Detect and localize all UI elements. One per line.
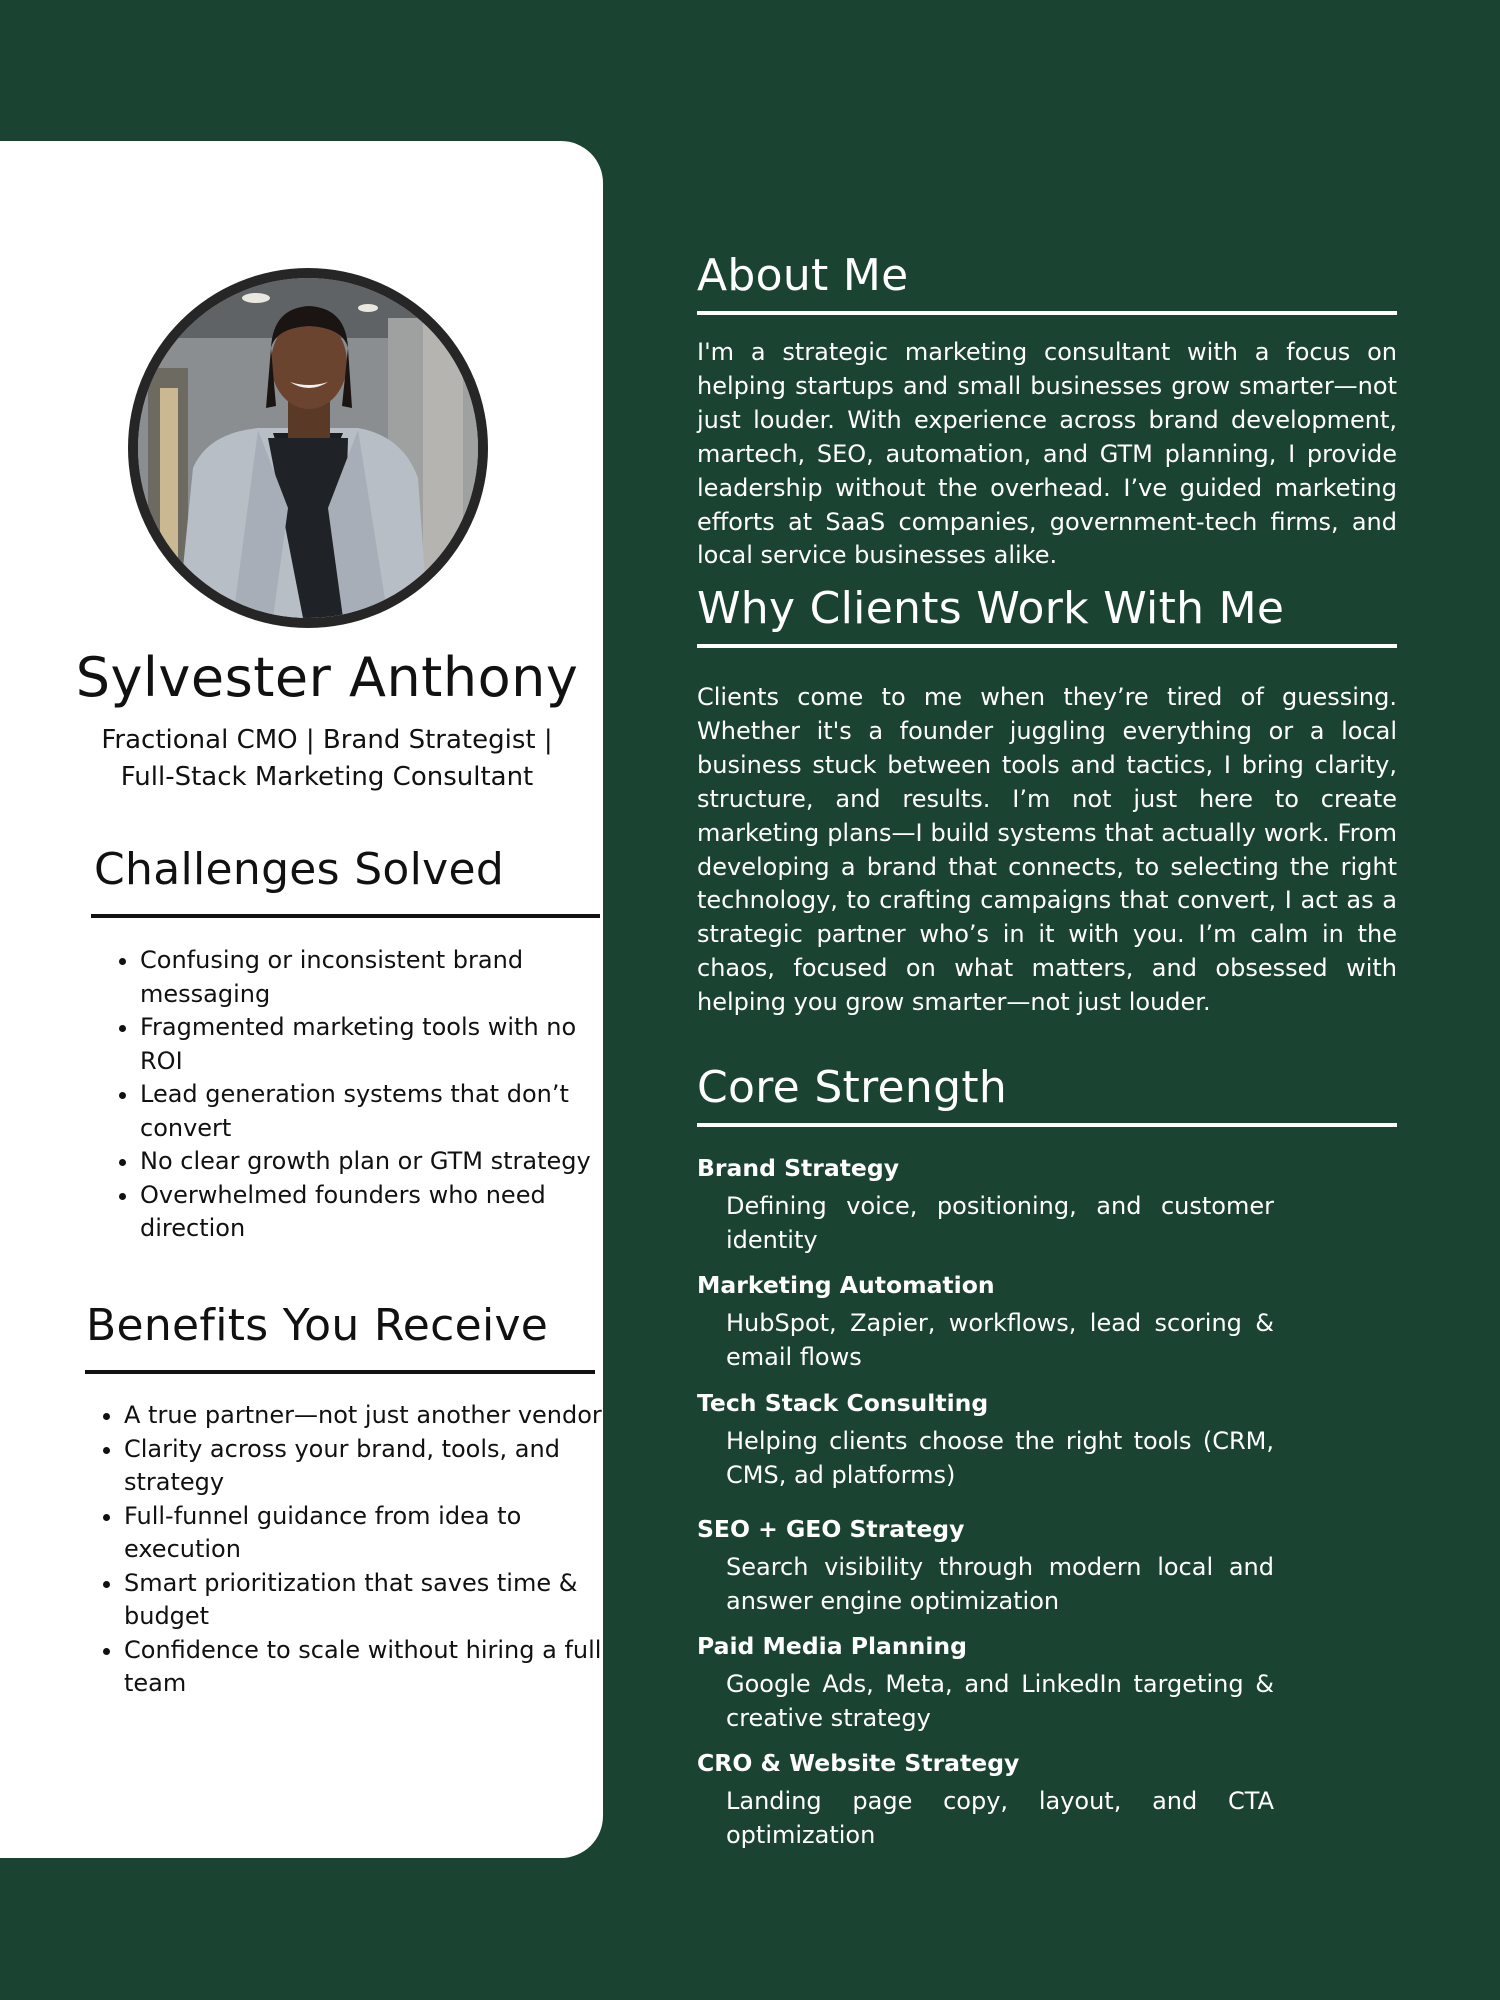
core-heading: Core Strength [697, 1062, 1008, 1113]
list-item: • Confusing or inconsistent brand messaging [140, 944, 624, 1011]
why-text: Clients come to me when they’re tired of guessing. Whether it's a founder juggling everything or a local business stuck between tools and tactics, I bring clarity, structure, and results. I’m not just here to create marketing plans—I build systems that actually work. From developing a brand that connects, to selecting the right technology, to crafting campaigns that convert, I act as a strategic partner who’s in it with you. I’m calm in the chaos, focused on what matters, and obsessed with helping you grow smarter—not just louder. [697, 683, 1397, 1017]
profile-title [60, 722, 594, 796]
benefits-list [94, 1399, 624, 1701]
challenges-list [110, 944, 624, 1246]
strength-description: Landing page copy, layout, and CTA optimization [726, 1787, 1274, 1849]
strength-title: Paid Media Planning [697, 1632, 967, 1660]
about-divider [697, 311, 1397, 315]
strength-title: SEO + GEO Strategy [697, 1515, 965, 1543]
challenges-heading: Challenges Solved [94, 844, 505, 895]
why-divider [697, 644, 1397, 648]
profile-name: Sylvester Anthony [75, 646, 579, 709]
person-illustration [138, 278, 478, 618]
challenges-divider [91, 914, 600, 918]
about-text: I'm a strategic marketing consultant with a focus on helping startups and small businesses grow smarter—not just louder. With experience across brand development, martech, SEO, automation, and GTM planning, I provide leadership without the overhead. I’ve guided marketing efforts at SaaS companies, government-tech firms, and local service businesses alike. [697, 338, 1397, 570]
strength-title: Marketing Automation [697, 1271, 995, 1299]
list-item: • Full-funnel guidance from idea to execution [124, 1500, 624, 1567]
list-item: • Overwhelmed founders who need direction [140, 1179, 624, 1246]
list-item: • A true partner—not just another vendor [124, 1399, 624, 1433]
profile-title-line: Fractional CMO | Brand Strategist | [101, 725, 553, 755]
profile-photo-frame [128, 268, 488, 628]
list-item: • Confidence to scale without hiring a full team [124, 1634, 624, 1701]
benefits-heading: Benefits You Receive [86, 1300, 549, 1351]
core-divider [697, 1123, 1397, 1127]
strength-title: Tech Stack Consulting [697, 1389, 989, 1417]
list-item: • Lead generation systems that don’t convert [140, 1078, 624, 1145]
strength-description: Defining voice, positioning, and customer identity [726, 1192, 1274, 1254]
strength-title: Brand Strategy [697, 1154, 900, 1182]
strength-title: CRO & Website Strategy [697, 1749, 1020, 1777]
list-item: • Smart prioritization that saves time & budget [124, 1567, 624, 1634]
strength-description: Helping clients choose the right tools (CRM, CMS, ad platforms) [726, 1427, 1274, 1489]
profile-title-line: Full-Stack Marketing Consultant [120, 762, 534, 792]
list-item: • Fragmented marketing tools with no ROI [140, 1011, 624, 1078]
list-item: • No clear growth plan or GTM strategy [140, 1145, 624, 1179]
about-heading: About Me [697, 250, 909, 301]
strength-description: Google Ads, Meta, and LinkedIn targeting & creative strategy [726, 1670, 1274, 1732]
benefits-divider [85, 1370, 595, 1374]
profile-photo [138, 278, 478, 618]
strength-description: HubSpot, Zapier, workflows, lead scoring & email flows [726, 1309, 1274, 1371]
strength-description: Search visibility through modern local and answer engine optimization [726, 1553, 1274, 1615]
list-item: • Clarity across your brand, tools, and strategy [124, 1433, 624, 1500]
why-heading: Why Clients Work With Me [697, 583, 1285, 634]
